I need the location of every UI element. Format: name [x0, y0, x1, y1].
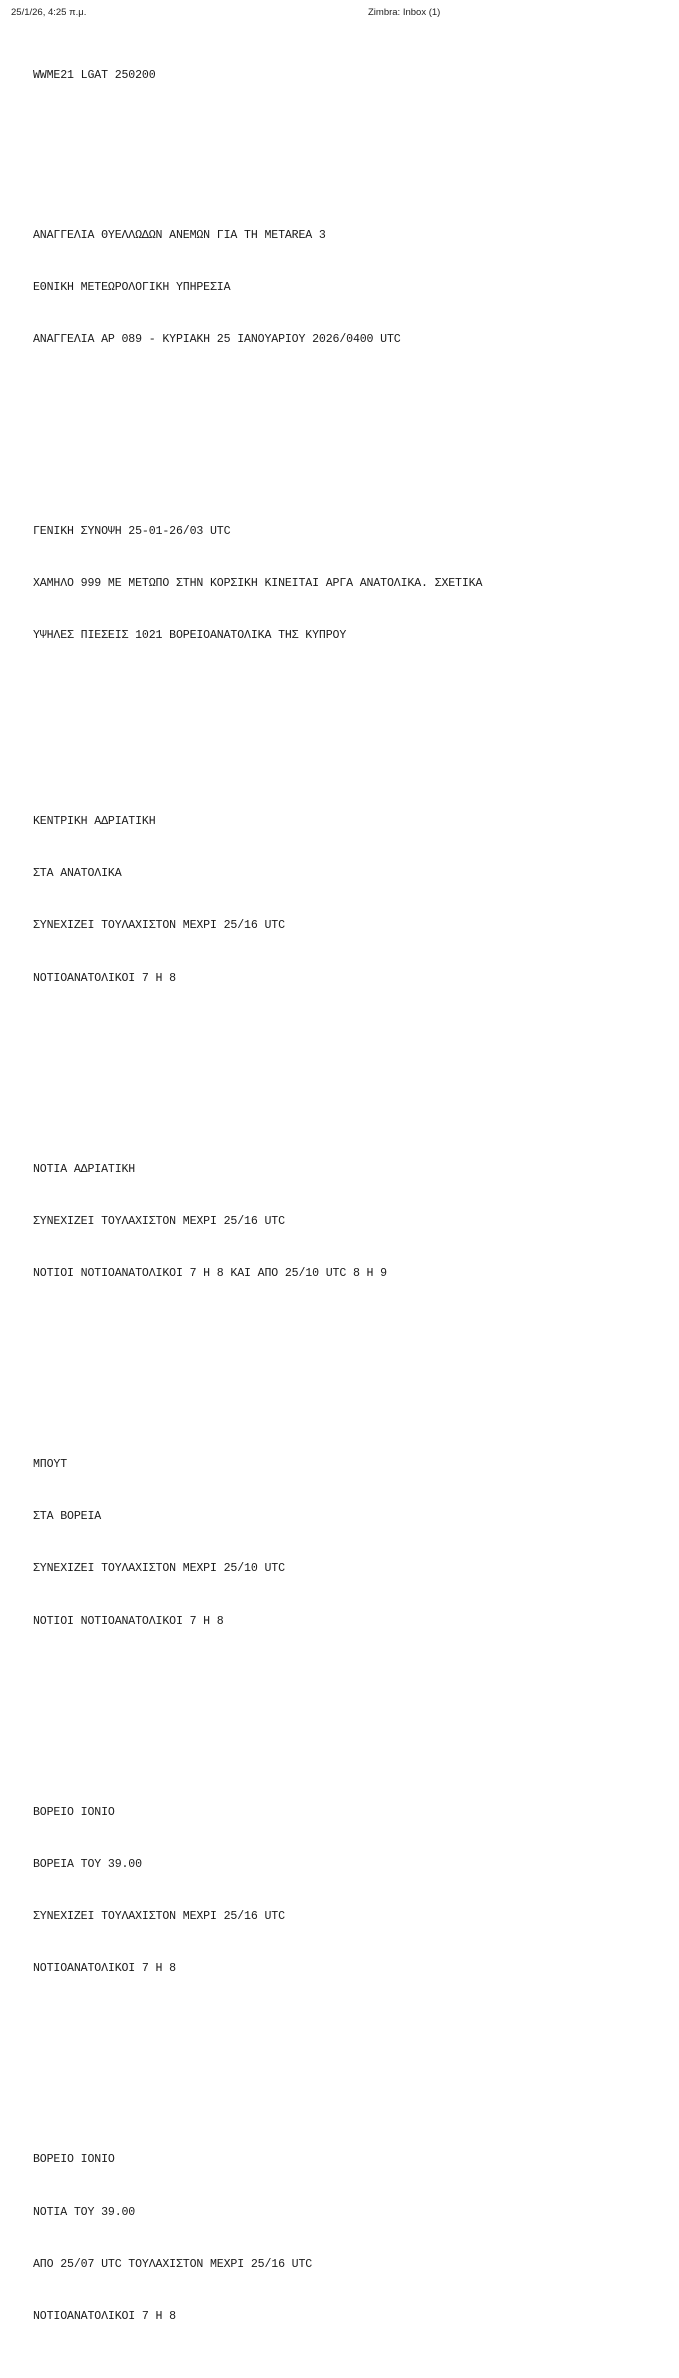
- section-line: ΑΠΟ 25/07 UTC ΤΟΥΛΑΧΙΣΤΟΝ ΜΕΧΡΙ 25/16 UTC: [33, 2257, 313, 2271]
- bulletin-title-line: ΕΘΝΙΚΗ ΜΕΤΕΩΡΟΛΟΓΙΚΗ ΥΠΗΡΕΣΙΑ: [33, 281, 231, 295]
- bulletin-title-block: [33, 192, 663, 383]
- section-line: ΝΟΤΙΟΙ ΝΟΤΙΟΑΝΑΤΟΛΙΚΟΙ 7 Η 8: [33, 1614, 224, 1628]
- forecast-section-central-adriatic: [33, 778, 663, 1022]
- bulletin-code: WWME21 LGAT 250200: [33, 68, 156, 82]
- print-datetime: 25/1/26, 4:25 π.μ.: [11, 7, 87, 18]
- print-header: [0, 7, 679, 21]
- section-heading: ΒΟΡΕΙΟ ΙΟΝΙΟ: [33, 1805, 115, 1819]
- section-heading: ΝΟΤΙΑ ΑΔΡΙΑΤΙΚΗ: [33, 1162, 136, 1176]
- section-line: ΒΟΡΕΙΑ ΤΟΥ 39.00: [33, 1857, 142, 1871]
- forecast-section-boot: [33, 1421, 663, 1665]
- section-line: ΣΥΝΕΧΙΖΕΙ ΤΟΥΛΑΧΙΣΤΟΝ ΜΕΧΡΙ 25/16 UTC: [33, 1214, 285, 1228]
- section-line: ΝΟΤΙΟΑΝΑΤΟΛΙΚΟΙ 7 Η 8: [33, 971, 176, 985]
- bulletin-title-line: ΑΝΑΓΓΕΛΙΑ ΑΡ 089 - ΚΥΡΙΑΚΗ 25 ΙΑΝΟΥΑΡΙΟΥ 2026/0400 UTC: [33, 333, 401, 347]
- section-line: ΝΟΤΙΟΙ ΝΟΤΙΟΑΝΑΤΟΛΙΚΟΙ 7 Η 8 ΚΑΙ ΑΠΟ 25/10 UTC 8 Η 9: [33, 1267, 387, 1281]
- section-line: ΣΥΝΕΧΙΖΕΙ ΤΟΥΛΑΧΙΣΤΟΝ ΜΕΧΡΙ 25/16 UTC: [33, 1910, 285, 1924]
- section-line: ΝΟΤΙΟΑΝΑΤΟΛΙΚΟΙ 7 Η 8: [33, 1962, 176, 1976]
- synopsis-line: ΥΨΗΛΕΣ ΠΙΕΣΕΙΣ 1021 ΒΟΡΕΙΟΑΝΑΤΟΛΙΚΑ ΤΗΣ ΚΥΠΡΟΥ: [33, 628, 347, 642]
- section-heading: ΒΟΡΕΙΟ ΙΟΝΙΟ: [33, 2153, 115, 2167]
- window-title: Zimbra: Inbox (1): [368, 7, 441, 18]
- section-heading: ΚΕΝΤΡΙΚΗ ΑΔΡΙΑΤΙΚΗ: [33, 814, 156, 828]
- forecast-section-north-ionian-north: [33, 1769, 663, 2013]
- section-line: ΣΤΑ ΑΝΑΤΟΛΙΚΑ: [33, 867, 122, 881]
- synopsis-line: ΓΕΝΙΚΗ ΣΥΝΟΨΗ 25-01-26/03 UTC: [33, 524, 231, 538]
- section-line: ΣΥΝΕΧΙΖΕΙ ΤΟΥΛΑΧΙΣΤΟΝ ΜΕΧΡΙ 25/16 UTC: [33, 919, 285, 933]
- general-synopsis: [33, 488, 663, 679]
- section-line: ΣΥΝΕΧΙΖΕΙ ΤΟΥΛΑΧΙΣΤΟΝ ΜΕΧΡΙ 25/10 UTC: [33, 1562, 285, 1576]
- forecast-section-south-adriatic: [33, 1126, 663, 1317]
- bulletin-title-line: ΑΝΑΓΓΕΛΙΑ ΘΥΕΛΛΩΔΩΝ ΑΝΕΜΩΝ ΓΙΑ ΤΗ METAREA 3: [33, 229, 326, 243]
- section-line: ΝΟΤΙΑ ΤΟΥ 39.00: [33, 2205, 136, 2219]
- forecast-section-north-ionian-south: [33, 2117, 663, 2361]
- section-line: ΝΟΤΙΟΑΝΑΤΟΛΙΚΟΙ 7 Η 8: [33, 2309, 176, 2323]
- section-heading: ΜΠΟΥΤ: [33, 1458, 68, 1472]
- synopsis-line: ΧΑΜΗΛΟ 999 ΜΕ ΜΕΤΩΠΟ ΣΤΗΝ ΚΟΡΣΙΚΗ ΚΙΝΕΙΤΑΙ ΑΡΓΑ ΑΝΑΤΟΛΙΚΑ. ΣΧΕΤΙΚΑ: [33, 576, 483, 590]
- bulletin-body: [33, 32, 663, 2378]
- section-line: ΣΤΑ ΒΟΡΕΙΑ: [33, 1510, 102, 1524]
